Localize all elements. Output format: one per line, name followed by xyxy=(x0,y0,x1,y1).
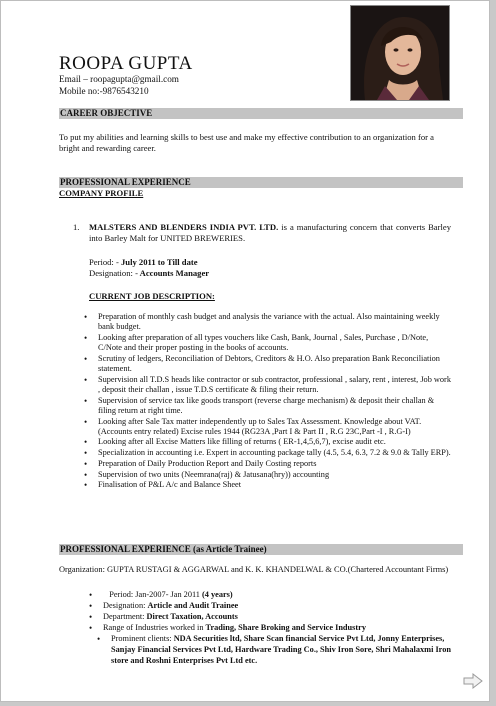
contact-block xyxy=(59,73,179,97)
duty-item: • Scrutiny of ledgers, Reconciliation of Debtors, Creditors & H.O. Also preparation Bank Reconciliation statement. xyxy=(98,354,452,374)
current-designation xyxy=(89,268,209,279)
company-description xyxy=(89,222,451,244)
professional-experience-header: PROFESSIONAL EXPERIENCE xyxy=(59,177,463,188)
duty-item: • Supervision of two units (Neemrana(raj) & Jatusana(hry)) accounting xyxy=(98,470,452,480)
article-details-list xyxy=(103,590,453,667)
duties-list xyxy=(98,312,452,491)
current-period xyxy=(89,257,198,268)
objective-text: To put my abilities and learning skills to best use and make my effective contribution to an organization for a bright and rewarding career. xyxy=(59,132,434,153)
article-department xyxy=(103,612,453,623)
duty-item: • Looking after all Excise Matters like filling of returns ( ER-1,4,5,6,7), excise audit etc. xyxy=(98,437,452,447)
period-label: Period: - xyxy=(89,257,119,267)
duty-item: • Preparation of monthly cash budget and analysis the variance with the actual. Also maintaining weekly bank budget. xyxy=(98,312,452,332)
duty-item: • Finalisation of P&L A/c and Balance Sheet xyxy=(98,480,452,490)
company-desc-text: is a manufacturing concern that converts Barley into Barley Malt for UNITED BREWERIES. xyxy=(89,222,451,243)
article-designation xyxy=(103,601,453,612)
career-objective-header: CAREER OBJECTIVE xyxy=(59,108,463,119)
article-range-value: Trading, Share Broking and Service Industry xyxy=(205,623,366,633)
article-department-value: Direct Taxation, Accounts xyxy=(146,612,238,622)
profile-photo xyxy=(350,5,450,101)
job-description-heading: CURRENT JOB DESCRIPTION: xyxy=(89,291,215,301)
mobile-text: Mobile no:-9876543210 xyxy=(59,86,149,96)
duty-item: • Looking after preparation of all types vouchers like Cash, Bank, Journal , Sales, Purchase , D/Note, C/Note and their proper posting in the books of accounts. xyxy=(98,333,452,353)
article-designation-label: Designation: xyxy=(103,601,148,611)
email-text: Email – roopagupta@gmail.com xyxy=(59,74,179,84)
article-clients-value: NDA Securities ltd, Share Scan financial Service Pvt Ltd, Jonny Enterprises, Sanjay Financial Services Pvt Ltd, Hardware Trading Co., Shiv Iron Sore, Shri Mahalaxmi Iron store and Roshni Enterprises Pvt Ltd etc. xyxy=(111,634,451,665)
article-clients xyxy=(111,634,453,666)
article-designation-value: Article and Audit Trainee xyxy=(147,601,239,611)
article-clients-label: Prominent clients: xyxy=(111,634,174,644)
duty-item: • Looking after Sale Tax matter independently up to Sales Tax Assessment. Knowledge about VAT. (Accounts entry related) Excise rules 1944 (RG23A ,Part I & Part II , R.G 23C,Part -I , R.G-I) xyxy=(98,417,452,437)
period-value: July 2011 to Till date xyxy=(118,257,198,267)
article-period-label: Period: xyxy=(109,590,134,599)
designation-value: Accounts Manager xyxy=(137,268,210,278)
article-organization xyxy=(59,565,453,575)
article-department-label: Department: xyxy=(103,612,147,622)
article-range xyxy=(103,623,453,634)
article-period-years: (4 years) xyxy=(202,590,233,599)
company-name: MALSTERS AND BLENDERS INDIA PVT. LTD. xyxy=(89,222,279,232)
profile-photo-image xyxy=(351,6,449,100)
duty-item: • Supervision all T.D.S heads like contractor or sub contractor, professional , salary, rent , interest, Job work , deposit their challan , issue T.D.S certificate & filing their return. xyxy=(98,375,452,395)
candidate-name: ROOPA GUPTA xyxy=(59,53,193,74)
org-value: GUPTA RUSTAGI & AGGARWAL and K. K. KHANDELWAL & CO.(Chartered Accountant Firms) xyxy=(104,565,449,574)
duty-item: • Specialization in accounting i.e. Expert in accounting package tally (4.5, 5.4, 6.3, 7.2 & 9.0 & Tally ERP). xyxy=(98,448,452,458)
article-period xyxy=(103,590,453,601)
designation-label: Designation: - xyxy=(89,268,138,278)
article-range-label: Range of Industries worked in xyxy=(103,623,206,633)
duty-item: • Supervision of service tax like goods transport (reverse charge mechanism) & deposit their challan & filing return at right time. xyxy=(98,396,452,416)
company-number: 1. xyxy=(73,222,80,232)
org-label: Organization: xyxy=(59,565,105,574)
next-arrow-icon[interactable] xyxy=(462,672,484,690)
company-profile-heading: COMPANY PROFILE xyxy=(59,188,144,198)
article-trainee-header: PROFESSIONAL EXPERIENCE (as Article Trainee) xyxy=(59,544,463,555)
duty-item: • Preparation of Daily Production Report and Daily Costing reports xyxy=(98,459,452,469)
article-period-value: Jan-2007- Jan 2011 xyxy=(133,590,203,599)
